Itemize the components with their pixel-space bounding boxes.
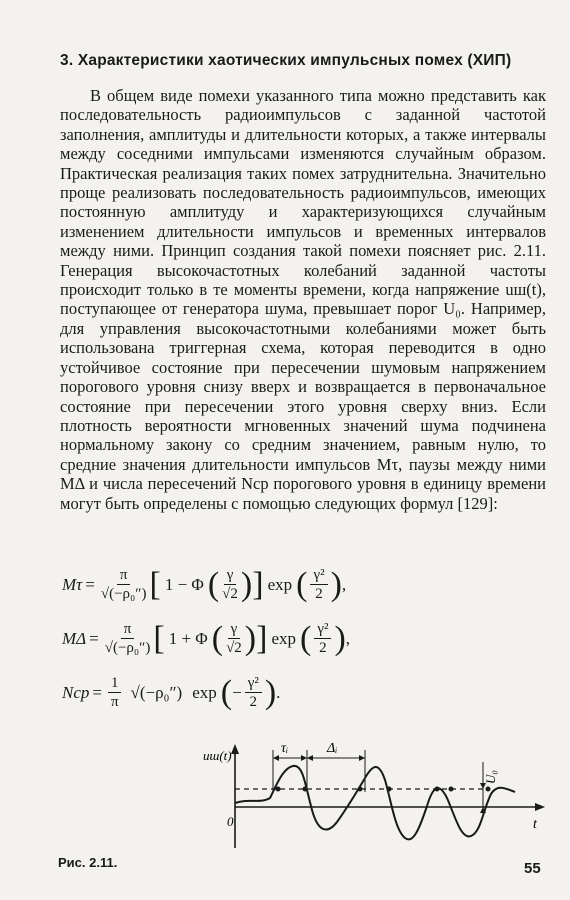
noise-pulse-figure [203, 740, 550, 855]
y-axis-label: uш(t) [203, 748, 232, 763]
crossing-dot [276, 787, 281, 792]
inner-fraction [226, 620, 242, 657]
formula-end: . [276, 682, 281, 702]
bracket-body: 1 − Φ [164, 574, 204, 594]
paren-close: ) [240, 565, 253, 603]
fraction-denominator: √(−ρ₀″) [104, 640, 151, 656]
tau-label: τᵢ [281, 741, 289, 756]
tau-arrow-left [273, 755, 279, 761]
exp-paren-open: ( [220, 673, 233, 711]
formula-fraction [108, 674, 122, 711]
exp-label: exp [271, 628, 296, 648]
crossing-dot [486, 787, 491, 792]
inner-fraction [222, 566, 238, 603]
crossing-dot [358, 787, 363, 792]
inner-denominator: √2 [222, 586, 238, 602]
noise-curve [235, 766, 515, 840]
bracket-body: 1 + Φ [168, 628, 208, 648]
formula-fraction [105, 620, 151, 657]
x-axis-label: t [533, 817, 537, 832]
bracket-close: ] [252, 565, 264, 603]
exp-sign: − [232, 682, 242, 702]
formula-n-cp [62, 674, 280, 711]
fraction-numerator: π [117, 566, 131, 585]
x-axis-arrow [535, 803, 545, 811]
paren-open: ( [207, 565, 220, 603]
fraction-numerator: π [121, 620, 135, 639]
exp-fraction [314, 620, 331, 657]
formula-root: √(−ρ₀″) [130, 682, 183, 702]
exp-numerator: γ² [314, 620, 331, 639]
origin-label: 0 [227, 814, 234, 829]
formula-equals: = [89, 628, 99, 648]
body-paragraph: В общем виде помехи указанного типа можно представить как последовательность радиоимпульсов с заданной частотой заполнения, амплитуды и длительности которых, а также интервалы между соседними импульсами изменяются случайным образом. Практическая реализация таких помех затруднительна. Значительно проще реализовать последовательность радиоимпульсов, имеющих постоянную амплитуду и характеризующихся случайным изменением длительности импульсов и временных интервалов между ними. Принцип создания такой помехи поясняет рис. 2.11. Генерация высокочастотных колебаний заданной частоты происходит только в те моменты времени, когда напряжение uш(t), поступающее от генератора шума, превышает порог U₀. Например, для управления высокочастотными колебаниями может быть использована триггерная схема, которая переводится в одно устойчивое состояние при пересечении шумовым напряжением порогового уровня снизу вверх и возвращается в первоначальное состояние при пересечении этого уровня сверху вниз. Если плотность вероятности мгновенных значений шума подчинена нормальному закону со средним значением, равным нулю, то средние значения длительности импульсов Mτ, паузы между ними MΔ и числа пересечений Nср порогового уровня в единицу времени могут быть определены с помощью следующих формул [129]: [60, 86, 546, 513]
formula-end: , [345, 628, 351, 648]
exp-paren-open: ( [300, 619, 312, 657]
crossing-dot [435, 787, 440, 792]
formula-end: , [341, 574, 347, 594]
bracket-open: [ [153, 619, 165, 657]
formula-lhs: MΔ [62, 628, 87, 648]
inner-numerator: γ [228, 620, 241, 639]
fraction-denominator: √(−ρ₀″) [100, 586, 147, 602]
formula-equals: = [92, 682, 102, 702]
fraction-denominator: π [110, 694, 119, 710]
exp-fraction [310, 566, 327, 603]
crossing-dot [387, 787, 392, 792]
figure-caption: Рис. 2.11. [58, 855, 118, 870]
exp-paren-open: ( [296, 565, 308, 603]
formula-equals: = [85, 574, 95, 594]
exp-fraction [245, 674, 262, 711]
formula-m-tau [62, 566, 346, 603]
exp-numerator: γ² [310, 566, 327, 585]
threshold-label: U₀ [483, 770, 498, 784]
formula-fraction [101, 566, 147, 603]
fraction-numerator: 1 [108, 674, 122, 693]
exp-paren-close: ) [334, 619, 346, 657]
inner-denominator: √2 [226, 640, 242, 656]
exp-numerator: γ² [245, 674, 262, 693]
page-number: 55 [524, 860, 541, 877]
bracket-open: [ [149, 565, 161, 603]
y-axis-arrow [231, 744, 239, 754]
formula-lhs: Nср [62, 682, 90, 702]
exp-label: exp [192, 682, 217, 702]
section-heading: 3. Характеристики хаотических импульсных помех (ХИП) [60, 52, 512, 69]
formula-m-delta [62, 620, 350, 657]
exp-paren-close: ) [330, 565, 342, 603]
formula-lhs: Mτ [62, 574, 83, 594]
bracket-close: ] [256, 619, 268, 657]
tau-arrow-right [301, 755, 307, 761]
exp-denominator: 2 [315, 586, 323, 602]
inner-numerator: γ [224, 566, 237, 585]
crossing-dot [449, 787, 454, 792]
delta-arrow-right [359, 755, 365, 761]
paren-open: ( [211, 619, 224, 657]
paren-close: ) [244, 619, 257, 657]
delta-arrow-left [307, 755, 313, 761]
exp-denominator: 2 [319, 640, 327, 656]
exp-paren-close: ) [264, 673, 277, 711]
exp-denominator: 2 [249, 694, 257, 710]
exp-label: exp [267, 574, 293, 594]
delta-label: Δᵢ [327, 741, 338, 756]
